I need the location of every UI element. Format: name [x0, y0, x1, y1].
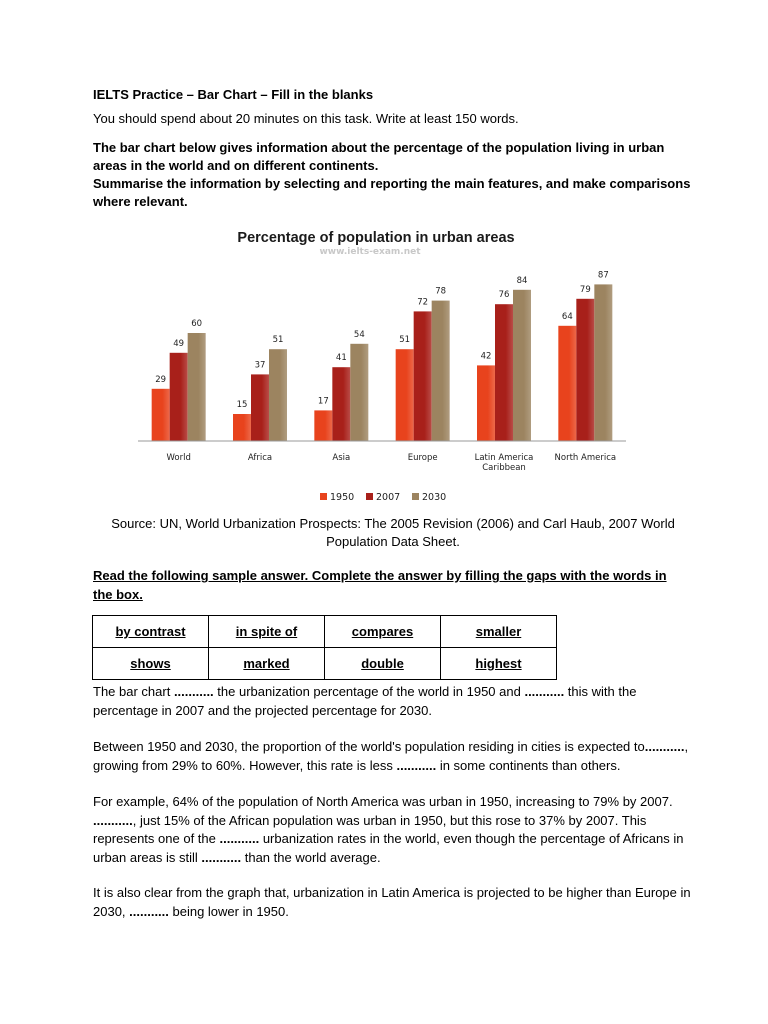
bar-2007 — [495, 304, 513, 441]
bar-2030 — [594, 284, 612, 441]
chart-subtitle: www.ielts-exam.net — [319, 247, 421, 257]
legend-swatch-2007 — [366, 493, 373, 500]
x-tick-label: Caribbean — [482, 463, 526, 473]
data-label: 76 — [498, 290, 510, 301]
data-label: 37 — [254, 360, 266, 371]
task-description — [93, 139, 693, 211]
bar-1950 — [396, 349, 414, 441]
bar-1950 — [152, 389, 170, 441]
x-tick-label: World — [166, 453, 191, 463]
data-label: 79 — [579, 284, 591, 295]
x-tick-label: Asia — [332, 453, 351, 463]
answer-blank: ........... — [201, 849, 242, 865]
x-tick-label: Latin America — [474, 453, 534, 463]
answer-text: the urbanization percentage of the world in 1950 and — [213, 684, 525, 699]
word-box-cell: double — [325, 648, 441, 680]
answer-text: Between 1950 and 2030, the proportion of the world's population residing in cities is expected to — [93, 739, 645, 754]
bar-1950 — [477, 365, 495, 441]
bar-2007 — [332, 367, 350, 441]
word-box-cell: shows — [93, 648, 209, 680]
page-title: IELTS Practice – Bar Chart – Fill in the blanks — [93, 87, 374, 102]
x-tick-label: Europe — [407, 453, 438, 463]
answer-text: , growing from 29% to 60%. However, this rate is less — [93, 739, 689, 773]
word-box-cell: by contrast — [93, 616, 209, 648]
word-box — [92, 615, 557, 680]
legend-swatch-2030 — [412, 493, 419, 500]
data-label: 15 — [236, 400, 248, 410]
data-label: 64 — [561, 311, 573, 322]
bar-2007 — [414, 311, 432, 441]
bar-2030 — [513, 290, 531, 441]
answer-text: being lower in 1950. — [168, 903, 289, 919]
bar-2007 — [170, 353, 188, 441]
bar-2030 — [350, 344, 368, 441]
data-label: 42 — [480, 351, 492, 362]
x-tick-label: Africa — [247, 453, 273, 463]
answer-text: than the world average. — [241, 849, 381, 865]
answer-paragraph-3 — [93, 793, 693, 867]
legend-label: 2030 — [422, 492, 447, 503]
exercise-instructions: Read the following sample answer. Complete the answer by filling the gaps with the words in the box. — [93, 568, 667, 602]
bar-2030 — [432, 301, 450, 441]
data-label: 51 — [399, 335, 411, 346]
answer-blank: ........... — [396, 757, 437, 773]
legend-label: 1950 — [330, 492, 355, 503]
answer-blank: ........... — [524, 684, 565, 699]
word-box-cell: compares — [325, 616, 441, 648]
bar-2030 — [188, 333, 206, 441]
chart-source: Source: UN, World Urbanization Prospects: The 2005 Revision (2006) and Carl Haub, 2007 World Population Data Sheet. — [111, 516, 675, 549]
data-label: 41 — [335, 353, 347, 364]
answer-text: this with the percentage in 2007 and the projected percentage for 2030. — [93, 684, 637, 718]
bar-2030 — [269, 349, 287, 441]
bar-2007 — [251, 374, 269, 441]
task-instruction: You should spend about 20 minutes on this task. Write at least 150 words. — [93, 111, 519, 126]
bar-1950 — [558, 326, 576, 441]
answer-paragraph-1 — [93, 683, 693, 720]
word-box-row — [93, 648, 557, 680]
word-box-cell: in spite of — [209, 616, 325, 648]
word-box-cell: marked — [209, 648, 325, 680]
word-box-row — [93, 616, 557, 648]
bar-1950 — [233, 414, 251, 441]
answer-text: It is also clear from the graph that, urbanization in Latin America is projected to be higher than Europe in 2030, — [93, 885, 691, 919]
answer-text: in some continents than others. — [436, 757, 621, 773]
legend-label: 2007 — [376, 492, 401, 503]
answer-text: urbanization rates in the world, even though the percentage of Africans in urban areas is still — [93, 831, 684, 865]
data-label: 17 — [317, 396, 329, 407]
word-box-cell: smaller — [441, 616, 557, 648]
data-label: 29 — [155, 374, 167, 385]
data-label: 84 — [516, 275, 528, 286]
task-description-line-2: Summarise the information by selecting and reporting the main features, and make comparisons where relevant. — [93, 176, 691, 209]
legend-swatch-1950 — [320, 493, 327, 500]
answer-blank: ........... — [173, 684, 214, 699]
bar-2007 — [576, 299, 594, 441]
answer-text: The bar chart — [93, 684, 174, 699]
data-label: 54 — [353, 329, 365, 340]
word-box-cell: highest — [441, 648, 557, 680]
data-label: 60 — [191, 319, 203, 329]
answer-blank: ........... — [129, 903, 169, 919]
data-label: 49 — [173, 338, 185, 349]
data-label: 87 — [597, 270, 609, 281]
x-tick-label: North America — [554, 453, 617, 463]
task-description-line-1: The bar chart below gives information about the percentage of the population living in urban areas in the world and on different continents. — [93, 140, 665, 173]
urban-population-bar-chart — [118, 222, 648, 512]
answer-paragraph-4 — [93, 884, 693, 921]
answer-blank: ........... — [93, 812, 133, 828]
answer-paragraph-2 — [93, 738, 693, 775]
data-label: 51 — [272, 335, 284, 346]
answer-blank: ........... — [644, 739, 685, 754]
answer-text: For example, 64% of the population of North America was urban in 1950, increasing to 79% by 2007. — [93, 794, 673, 809]
data-label: 72 — [417, 297, 429, 308]
bar-1950 — [314, 410, 332, 441]
chart-title: Percentage of population in urban areas — [237, 230, 515, 246]
answer-text: , just 15% of the African population was urban in 1950, but this rose to 37% by 2007. This represents one of the — [93, 812, 647, 846]
answer-blank: ........... — [219, 831, 260, 846]
data-label: 78 — [435, 286, 447, 297]
